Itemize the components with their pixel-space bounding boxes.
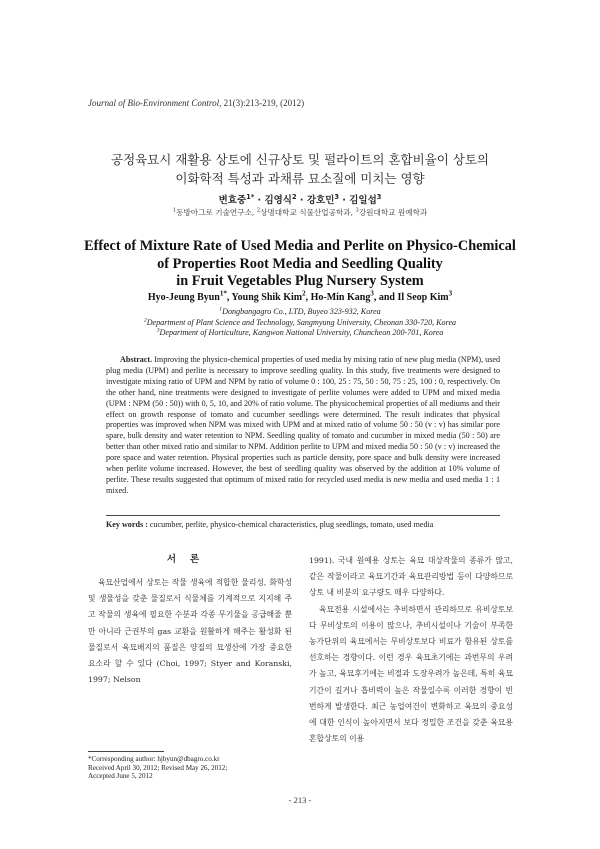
english-author-name: Young Shik Kim (231, 292, 303, 303)
abstract-text: Improving the physico-chemical properties of used media by mixing ratio of new plug media (NPM), used plug media (UPM) and perlite is necessary to improve seedling quality. In this study, five treatments were designed to investigate mixing ratio of UPM and NPM by ratio of volume 0 : 100, 25 : 75, 50 : 50, 75 : 25, 100 : 0, respectively. On the other hand, nine treatments were designed to investigate of perlite volumes were added to UPM and mixed media (UPM : NPM (50 : 50)) with 0, 5, 10, and 20% of ratio volume. The physicochemical properties of all mediums and their effect on growth response of tomato and cucumber seedlings were determined. The result indicates that physical properties was improved when NPM was mixed with UPM and at mixed ratio of volume 50 : 50 (v : v) has similar pore spare, bulk density and water retention to NPM. Seedling quality of tomato and cucumber in mixed media (50 : 50) are better than other mixed ratio and similar to NPM. Addition perlite to UPM and mixed media 50 : 50 (v : v) increased the pore space and water retention. Physical properties such as particle density, pore space and bulk density were increased when perlite volume increased. However, the best of seedling quality was observed by the addition at 10% volume of perlite. These results suggested that optimum of mixed ratio for recycled used media is new media and used media 1 : 1 mixed. (106, 355, 500, 495)
intro-right-column (309, 553, 513, 747)
english-affiliation-text: Dongbangagro Co., LTD, Buyeo 323-932, Korea (222, 307, 381, 316)
korean-title (60, 150, 540, 188)
korean-author-name: 강호민 (306, 195, 335, 206)
journal-volume: 21(3):213-219, (2012) (223, 98, 305, 108)
journal-name: Journal of Bio-Environment Control, (88, 98, 222, 108)
korean-affiliation-sup: 3 (355, 207, 359, 214)
english-author-sup: 3 (370, 289, 374, 298)
english-author-name: Hyo-Jeung Byun (147, 292, 220, 303)
korean-author-sup: 2 (291, 192, 297, 201)
english-author-name: Ho-Min Kang (310, 292, 371, 303)
intro-heading: 서론 (166, 554, 214, 565)
english-title-line-3: in Fruit Vegetables Plug Nursery System (176, 273, 424, 289)
korean-title-line-2: 이화학적 특성과 과채류 묘소질에 미치는 영향 (175, 171, 425, 186)
english-affiliations (60, 307, 540, 339)
english-affiliation-text: Department of Plant Science and Technology, Sangmyung University, Cheonan 330-720, Korea (146, 317, 457, 327)
journal-header (88, 98, 304, 108)
footnote-divider (88, 751, 164, 752)
keywords-text: cucumber, perlite, physico-chemical characteristics, plug seedlings, tomato, used media (149, 520, 434, 529)
english-title (60, 238, 540, 291)
korean-affiliations (60, 207, 540, 218)
korean-author-name: 변효중 (218, 195, 247, 206)
page-number: - 213 - (288, 795, 312, 805)
intro-left-column (88, 553, 292, 688)
keywords-label: Key words : (106, 520, 148, 529)
korean-affiliation-text: 상명대학교 식물산업공학과, (260, 208, 356, 217)
english-author-name: Il Seop Kim (397, 292, 449, 303)
korean-authors: 변효중$^{1*}$ · 김영식$^2$ · 강호민$^3$ · 김일섭$^3$ (218, 192, 382, 206)
intro-right-paragraph-1: 1991). 국내 원예용 상토는 육묘 대상작물의 종류가 많고, 같은 작물이라고 육묘기간과 육묘관리방법 등이 다양하므로 상토 내 비분의 요구량도 매우 다양하다. (309, 556, 513, 598)
english-author-sup: 2 (302, 289, 306, 298)
korean-author-sup: 3 (334, 192, 339, 201)
english-affiliation-line (60, 307, 540, 318)
english-author-sup: 3 (448, 289, 453, 298)
korean-author-sup: 3 (376, 192, 382, 201)
english-author-sup: 1* (219, 289, 227, 298)
english-title-line-2: of Properties Root Media and Seedling Quality (157, 255, 443, 272)
intro-left-paragraph: 육묘산업에서 상토는 작물 생육에 적합한 물리성, 화학성 및 생물성을 갖춘 물질로서 식물체를 기계적으로 지지해 주고 작물의 생육에 필요한 수분과 각종 무기물을 공급해줄 뿐만 아니라 근권부의 gas 교환을 원활하게 해주는 활성화 된 물질로서 육묘배지의 품질은 양질의 묘생산에 가장 중요한 요소라 할 수 있다 (Choi, 1997; Styer and Koranski, 1997; Nelson (88, 578, 292, 685)
footnote (88, 755, 298, 781)
keywords (106, 520, 500, 529)
korean-affiliation-sup: 1 (172, 207, 177, 214)
intro-right-paragraph-2: 육묘전용 시설에서는 추비하면서 관리하므로 유비상토보다 무비상토의 이용이 많으나, 추비시설이나 기술이 부족한 농가단위의 육묘에서는 무비상토보다 비료가 함유된 상토를 선호하는 경향이다. 이런 경우 육묘초기에는 과번무의 우려가 높고, 육묘후기에는 비절과 도장우려가 높은데, 특히 육묘기간이 길거나 흡비력이 높은 작물일수록 이러한 경향이 빈번하게 발생한다. 최근 농업여건이 변화하고 육묘의 중요성에 대한 인식이 높아지면서 보다 정밀한 조건을 갖춘 육묘용 혼합상토의 이용 (309, 604, 513, 744)
korean-author-name: 김일섭 (349, 195, 377, 206)
korean-author-sup: 1* (246, 192, 255, 201)
english-affiliation-sup: 2 (143, 316, 147, 323)
korean-affiliation-text: 동방아그로 기술연구소, (176, 208, 257, 217)
corresponding-author: *Corresponding author: hjbyun@dbagro.co.kr (88, 755, 220, 763)
korean-affiliation-text: 강원대학교 원예학과 (358, 208, 428, 217)
english-title-line-1: Effect of Mixture Rate of Used Media and Perlite on Physico-Chemical (84, 238, 516, 254)
korean-author-name: 김영식 (264, 195, 292, 206)
english-affiliation-sup: 3 (156, 327, 160, 334)
english-authors: Hyo-Jeung Byun$^{1*}$, Young Shik Kim$^2$, Ho-Min Kang$^3$, and Il Seop Kim$^3$ (147, 289, 453, 303)
received-dates: Received April 30, 2012; Revised May 26, 2012; (88, 763, 228, 772)
english-affiliation-line (60, 318, 540, 329)
english-affiliation-text: Department of Horticulture, Kangwon National University, Chuncheon 200-701, Korea (159, 328, 444, 337)
korean-affiliation-sup: 2 (256, 207, 261, 214)
accepted-date: Accepted June 5, 2012 (88, 772, 153, 781)
keywords-divider (106, 515, 500, 516)
abstract (106, 355, 500, 497)
abstract-label: Abstract. (120, 355, 153, 364)
korean-title-line-1: 공정육묘시 재활용 상토에 신규상토 및 펄라이트의 혼합비율이 상토의 (111, 152, 489, 167)
english-affiliation-line (60, 328, 540, 339)
english-affiliation-sup: 1 (219, 306, 223, 313)
